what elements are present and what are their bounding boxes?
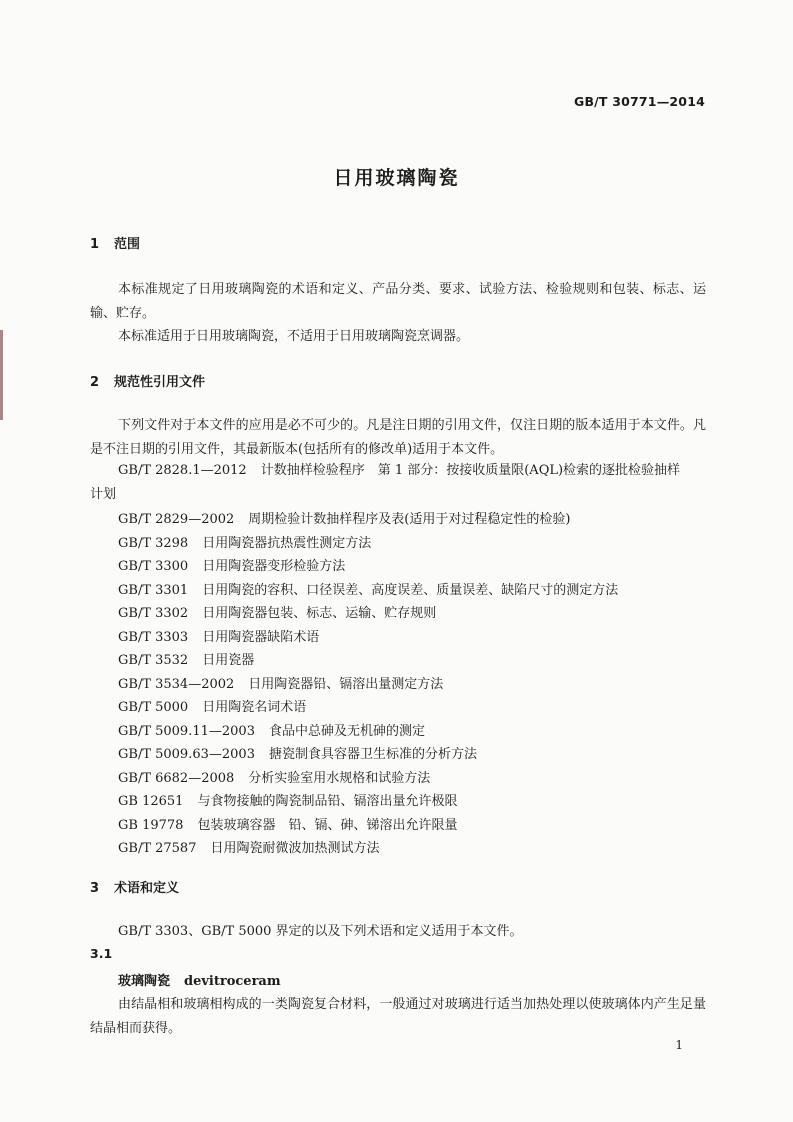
reference-code: GB/T 3532 [118, 653, 189, 668]
section-1-paragraph-2: 本标准适用于日用玻璃陶瓷，不适用于日用玻璃陶瓷烹调器。 [118, 329, 470, 344]
reference-item [90, 532, 706, 556]
term-name-zh: 玻璃陶瓷 [118, 974, 171, 989]
section-number: 3 [90, 881, 100, 896]
scan-edge-mark [0, 330, 3, 420]
reference-code: GB/T 3301 [118, 582, 189, 598]
reference-code: GB/T 3534—2002 [118, 676, 235, 692]
reference-item [90, 696, 706, 720]
term-number: 3.1 [90, 946, 113, 961]
reference-item [90, 508, 706, 532]
reference-title: 分析实验室用水规格和试验方法 [248, 770, 431, 786]
section-2-heading [90, 371, 205, 390]
reference-item [90, 743, 706, 767]
section-title: 术语和定义 [114, 881, 180, 896]
normative-reference-list [90, 459, 706, 861]
reference-item [90, 579, 706, 603]
reference-title: 日用陶瓷器铅、镉溶出量测定方法 [248, 676, 444, 692]
section-3-heading [90, 877, 179, 896]
reference-title: 周期检验计数抽样程序及表(适用于对过程稳定性的检验) [248, 512, 571, 527]
reference-item [90, 814, 706, 838]
section-number: 2 [90, 375, 100, 390]
reference-item [90, 720, 706, 744]
reference-code: GB/T 3300 [118, 559, 189, 574]
document-title: 日用玻璃陶瓷 [333, 167, 460, 189]
reference-title: 日用陶瓷耐微波加热测试方法 [210, 841, 380, 856]
term-name [118, 970, 281, 989]
reference-title: 搪瓷制食具容器卫生标准的分析方法 [268, 747, 477, 762]
reference-title: 日用瓷器 [202, 653, 255, 668]
reference-item [90, 649, 706, 673]
reference-title: 日用陶瓷器抗热震性测定方法 [202, 535, 372, 551]
reference-item [90, 673, 706, 697]
reference-code: GB/T 3303 [118, 629, 189, 645]
reference-title: 日用陶瓷名词术语 [202, 700, 307, 715]
section-2-paragraph-1: 下列文件对于本文件的应用是必不可少的。凡是注日期的引用文件，仅注日期的版本适用于本文件。凡是不注日期的引用文件，其最新版本(包括所有的修改单)适用于本文件。 [90, 418, 706, 457]
reference-code: GB 19778 [118, 817, 184, 833]
reference-item [90, 459, 706, 483]
reference-title: 食品中总砷及无机砷的测定 [268, 723, 425, 739]
term-definition: 由结晶相和玻璃相构成的一类陶瓷复合材料，一般通过对玻璃进行适当加热处理以使玻璃体内产生足量结晶相而获得。 [90, 997, 706, 1036]
reference-code: GB/T 5009.11—2003 [118, 723, 255, 739]
reference-item [90, 837, 706, 861]
reference-code: GB/T 5009.63—2003 [118, 747, 255, 762]
section-1-heading [90, 233, 140, 252]
reference-title: 包装玻璃容器 铅、镉、砷、锑溶出允许限量 [197, 817, 458, 833]
reference-item [90, 767, 706, 791]
reference-code: GB 12651 [118, 794, 184, 809]
section-title: 规范性引用文件 [114, 375, 206, 390]
reference-title: 日用陶瓷的容积、口径误差、高度误差、质量误差、缺陷尺寸的测定方法 [202, 582, 619, 598]
reference-title: 计数抽样检验程序 第 1 部分：按接收质量限(AQL)检索的逐批检验抽样 [260, 463, 681, 478]
section-3-paragraph-1: GB/T 3303、GB/T 5000 界定的以及下列术语和定义适用于本文件。 [118, 924, 523, 939]
reference-item [90, 555, 706, 579]
reference-title: 与食物接触的陶瓷制品铅、镉溶出量允许极限 [197, 794, 458, 809]
reference-code: GB/T 27587 [118, 841, 197, 856]
reference-item [90, 790, 706, 814]
section-number: 1 [90, 237, 100, 252]
standard-code: GB/T 30771—2014 [573, 94, 705, 109]
reference-code: GB/T 3298 [118, 535, 189, 551]
reference-item [90, 602, 706, 626]
reference-code: GB/T 2829—2002 [118, 512, 235, 527]
page-number: 1 [675, 1038, 683, 1052]
reference-title: 日用陶瓷器包装、标志、运输、贮存规则 [202, 606, 437, 621]
reference-code: GB/T 6682—2008 [118, 770, 235, 786]
reference-title: 日用陶瓷器缺陷术语 [202, 629, 320, 645]
section-title: 范围 [114, 237, 141, 252]
section-1-paragraph-1: 本标准规定了日用玻璃陶瓷的术语和定义、产品分类、要求、试验方法、检验规则和包装、标志、运输、贮存。 [90, 282, 706, 321]
term-name-en: devitroceram [184, 974, 281, 989]
reference-title: 日用陶瓷器变形检验方法 [202, 559, 346, 574]
reference-code: GB/T 5000 [118, 700, 189, 715]
reference-item [90, 626, 706, 650]
reference-code: GB/T 3302 [118, 606, 189, 621]
reference-code: GB/T 2828.1—2012 [118, 463, 247, 478]
reference-item-continuation: 计划 [90, 487, 117, 502]
